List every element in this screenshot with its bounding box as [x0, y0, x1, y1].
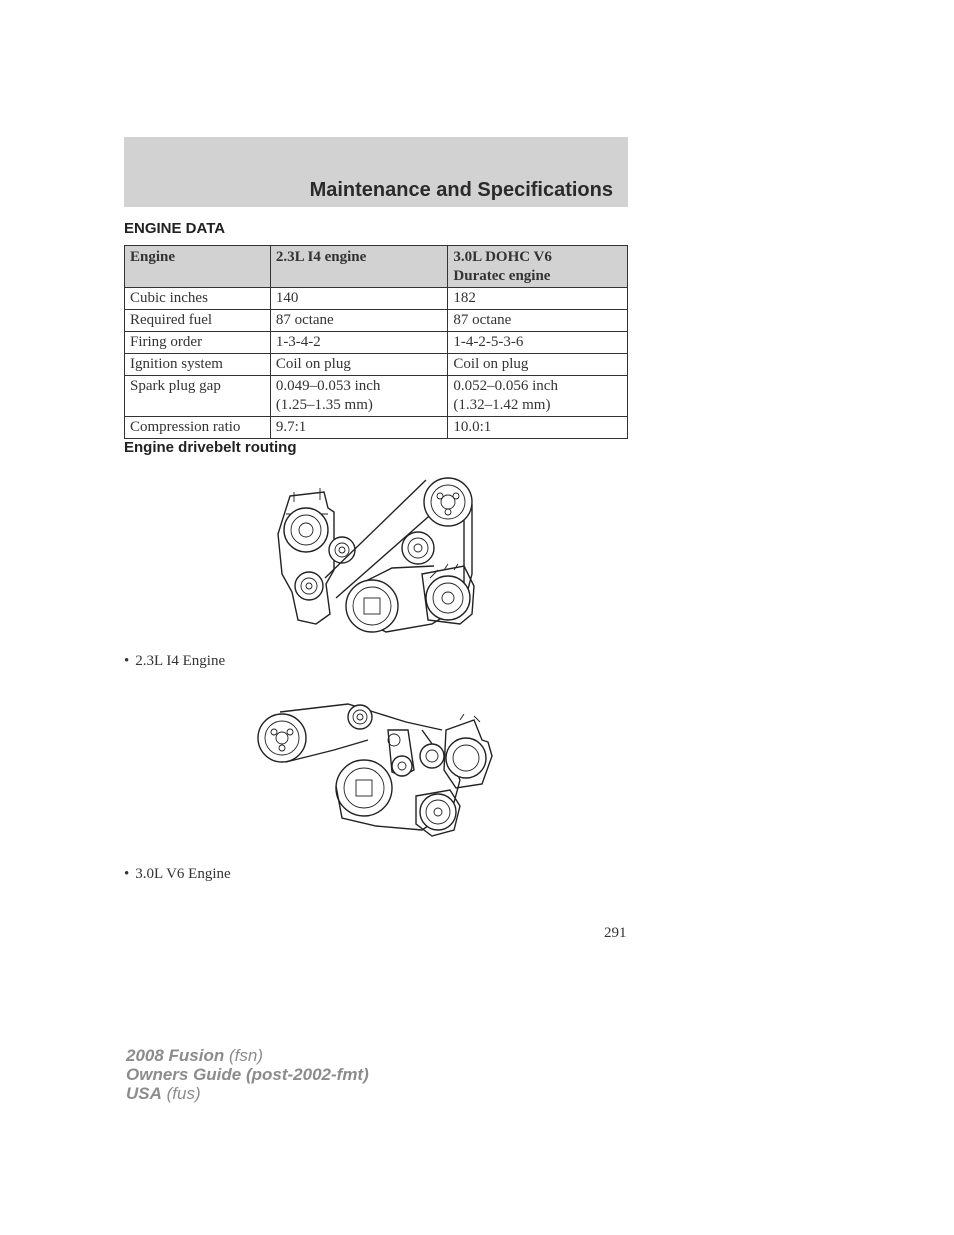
table-row: Firing order 1-3-4-2 1-4-2-5-3-6: [125, 332, 628, 354]
table-row: Ignition system Coil on plug Coil on plug: [125, 354, 628, 376]
table-row: Cubic inches 140 182: [125, 288, 628, 310]
page-title: Maintenance and Specifications: [309, 179, 613, 201]
bullet-glyph: •: [124, 866, 130, 882]
footer-doc-info: [126, 1046, 369, 1103]
bullet-v6-engine: • 3.0L V6 Engine: [124, 866, 231, 882]
table-row: Spark plug gap 0.049–0.053 inch (1.25–1.35 mm) 0.052–0.056 inch (1.32–1.42 mm): [125, 376, 628, 417]
i4-drivebelt-diagram: [268, 474, 482, 638]
header-cell-engine: Engine: [125, 246, 271, 288]
bullet-i4-engine: • 2.3L I4 Engine: [124, 653, 226, 669]
table-header-row: [125, 246, 628, 288]
drivebelt-routing-title: Engine drivebelt routing: [124, 439, 297, 456]
engine-data-table: [124, 245, 628, 439]
header-band: [124, 137, 628, 207]
v6-drivebelt-diagram: [256, 700, 496, 840]
page-number: 291: [604, 925, 627, 941]
bullet-glyph: •: [124, 653, 130, 669]
table-row: Compression ratio 9.7:1 10.0:1: [125, 417, 628, 439]
table-row: Required fuel 87 octane 87 octane: [125, 310, 628, 332]
footer-line-3: USA (fus): [126, 1084, 201, 1103]
section-title-engine-data: ENGINE DATA: [124, 220, 226, 237]
footer-line-1: 2008 Fusion (fsn): [126, 1046, 263, 1065]
header-cell-i4: 2.3L I4 engine: [270, 246, 448, 288]
footer-line-2: Owners Guide (post-2002-fmt): [126, 1065, 369, 1084]
header-cell-v6: 3.0L DOHC V6 Duratec engine: [448, 246, 628, 288]
